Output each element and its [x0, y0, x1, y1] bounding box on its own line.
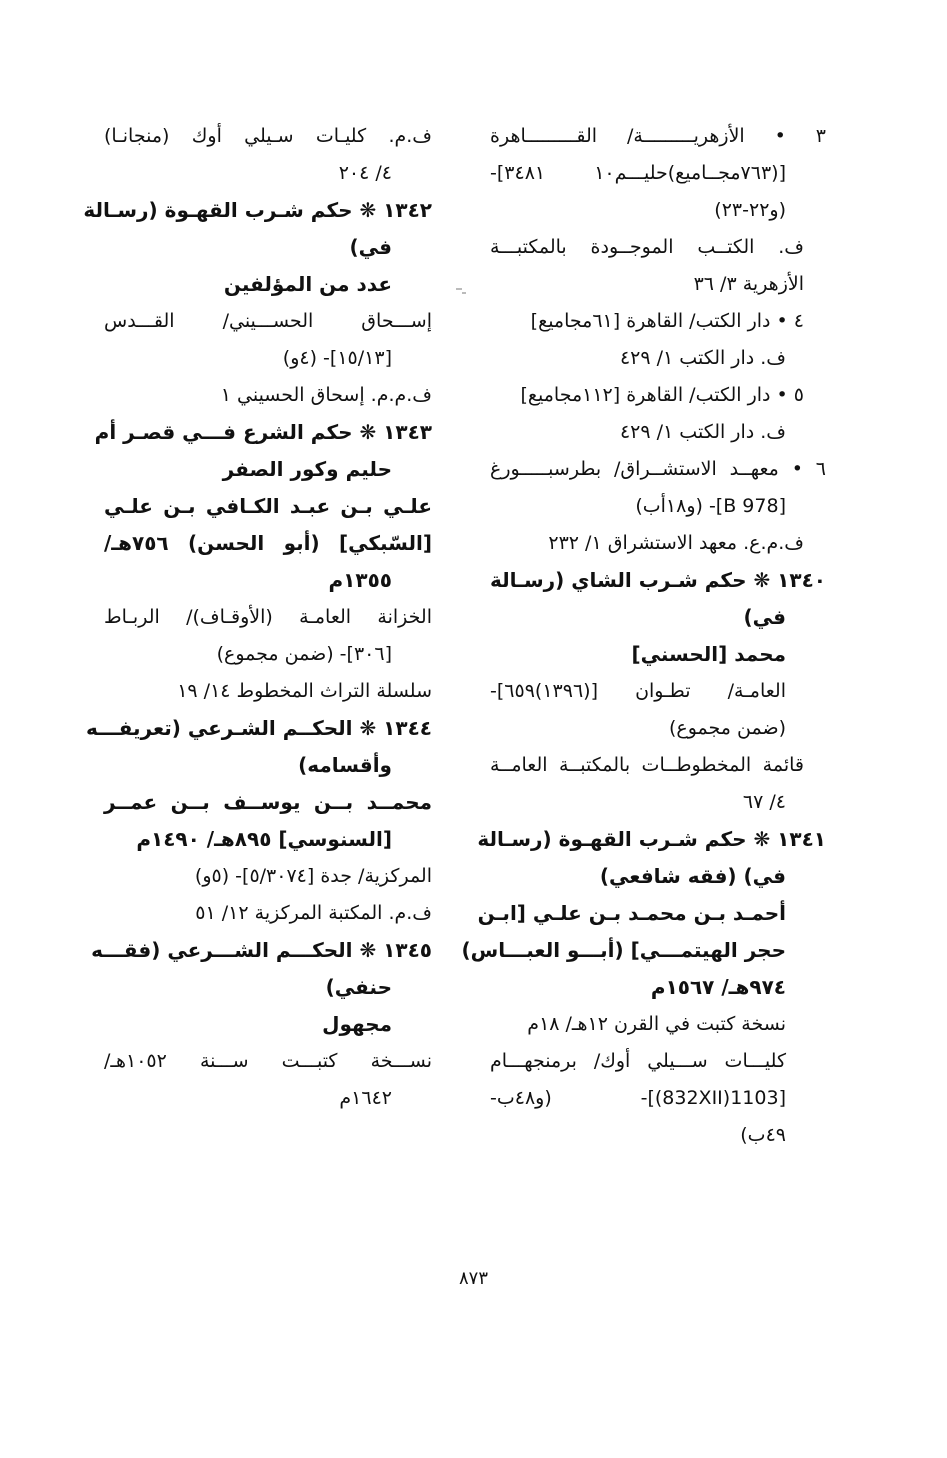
text-line: ٩٧٤هـ/ ١٥٦٧م	[650, 975, 786, 999]
text-line: المركزية/ جدة [٥/٣٠٧٤]- (٥و)	[194, 865, 432, 887]
text-line: ٥ • دار الكتب/ القاهرة [١١٢مجاميع]	[520, 384, 804, 406]
text-line: في)	[349, 235, 392, 259]
text-line: ف.م. كليـات سـيلي أوك (منجانـا)	[104, 125, 432, 147]
text-line: الأزهرية ٣/ ٣٦	[693, 273, 804, 295]
text-line: علـي بـن عبـد الكـافي بـن علـي	[104, 494, 432, 518]
text-line: ١٣٥٥م	[328, 568, 392, 592]
text-line: الخزانة العامـة (الأوقـاف)/ الربـاط	[104, 606, 432, 628]
text-line: [(٧٦٣مجــاميع)حليـــم١٠ ٣٤٨١]-	[490, 162, 786, 184]
text-line: ٤٩ب)	[740, 1124, 786, 1146]
left-column	[83, 118, 432, 1117]
text-line: ١٦٤٢م	[339, 1087, 392, 1109]
text-line: حليم وكور الصفر	[222, 457, 392, 481]
text-line: إســـحاق الحســـيني/ القـــدس	[104, 310, 432, 332]
text-line: ١٣٤٠ ❋ حكم شـرب الشاي (رسـالة	[489, 568, 826, 592]
text-line: محمد [الحسني]	[631, 642, 786, 666]
text-line: [السّبكي] (أبو الحسن) ٧٥٦هـ/	[104, 531, 432, 555]
text-line: ١٣٤٤ ❋ الحكــم الشـرعي (تعريفـــه	[85, 716, 432, 740]
text-line: [السنوسي] ٨٩٥هـ/ ١٤٩٠م	[136, 827, 392, 851]
scan-speck	[456, 288, 462, 290]
right-column	[461, 118, 826, 1154]
text-line: في) (فقه شافعي)	[599, 864, 786, 888]
scan-speck	[462, 292, 466, 294]
text-line: [B 978]- (و١٨أب)	[635, 495, 786, 517]
text-line: [1103(832XII)]- (و٤٨ب-	[490, 1087, 786, 1109]
text-line: نسخة كتبت في القرن ١٢هـ/ ١٨م	[527, 1013, 786, 1035]
text-line: ٤/ ٦٧	[742, 791, 786, 813]
text-line: ف. دار الكتب ١/ ٤٢٩	[619, 347, 786, 369]
text-line: ٤/ ٢٠٤	[338, 162, 392, 184]
text-line: [٣٠٦]- (ضمن مجموع)	[216, 643, 392, 665]
text-line: ١٣٤٣ ❋ حكم الشرع فـــي قصـر أم	[94, 420, 432, 444]
text-line: ف.م. المكتبة المركزية ١٢/ ٥١	[195, 902, 432, 924]
text-line: محمــد بــن يوســف بــن عمــر	[104, 790, 432, 814]
page-number: ٨٧٣	[458, 1268, 488, 1289]
text-line: في)	[743, 605, 786, 629]
text-line: [١٥/١٣]- (٤و)	[282, 347, 392, 369]
text-line: سلسلة التراث المخطوط ١٤/ ١٩	[177, 680, 432, 702]
text-line: كليـــات ســـيلي أوك/ برمنجهـــام	[490, 1050, 786, 1072]
text-line: ف. دار الكتب ١/ ٤٢٩	[619, 421, 786, 443]
text-line: ١٣٤٥ ❋ الحكـــم الشـــرعي (فقـــه	[91, 938, 432, 962]
text-line: (ضمن مجموع)	[668, 717, 786, 739]
text-line: العامـة/ تطـوان [(١٣٩٦)٦٥٩]-	[490, 680, 786, 702]
text-line: مجهول	[322, 1012, 392, 1036]
text-line: ٤ • دار الكتب/ القاهرة [٦١مجاميع]	[530, 310, 804, 332]
text-line: وأقسامه)	[298, 753, 392, 777]
text-line: قائمة المخطوطــات بالمكتبــة العامــة	[490, 754, 804, 776]
text-line: ف.م.م. إسحاق الحسيني ١	[220, 384, 432, 406]
text-line: نســـخة كتبـــت ســـنة ١٠٥٢هـ/	[104, 1050, 432, 1072]
text-line: حنفي)	[325, 975, 392, 999]
text-line: ف. الكتــب الموجــودة بالمكتبـــة	[490, 236, 804, 258]
text-line: أحمـد بـن محمـد بـن علـي [ابـن	[477, 901, 786, 925]
text-line: ف.م.ع. معهد الاستشراق ١/ ٢٣٢	[548, 532, 804, 554]
text-line: حجر الهيتمـــي] (أبـــو العبـــاس)	[461, 938, 786, 962]
text-line: (و٢٢-٢٣)	[714, 199, 786, 221]
text-line: ٦ • معهــد الاستشــراق/ بطرسبـــــورغ	[490, 458, 826, 480]
text-line: ١٣٤٢ ❋ حكم شـرب القهـوة (رسـالة	[83, 198, 432, 222]
text-line: ٣ • الأزهريـــــــــة/ القـــــــــاهرة	[490, 125, 826, 147]
text-line: ١٣٤١ ❋ حكم شـرب القهـوة (رسـالة	[477, 827, 826, 851]
text-line: عدد من المؤلفين	[223, 272, 392, 296]
